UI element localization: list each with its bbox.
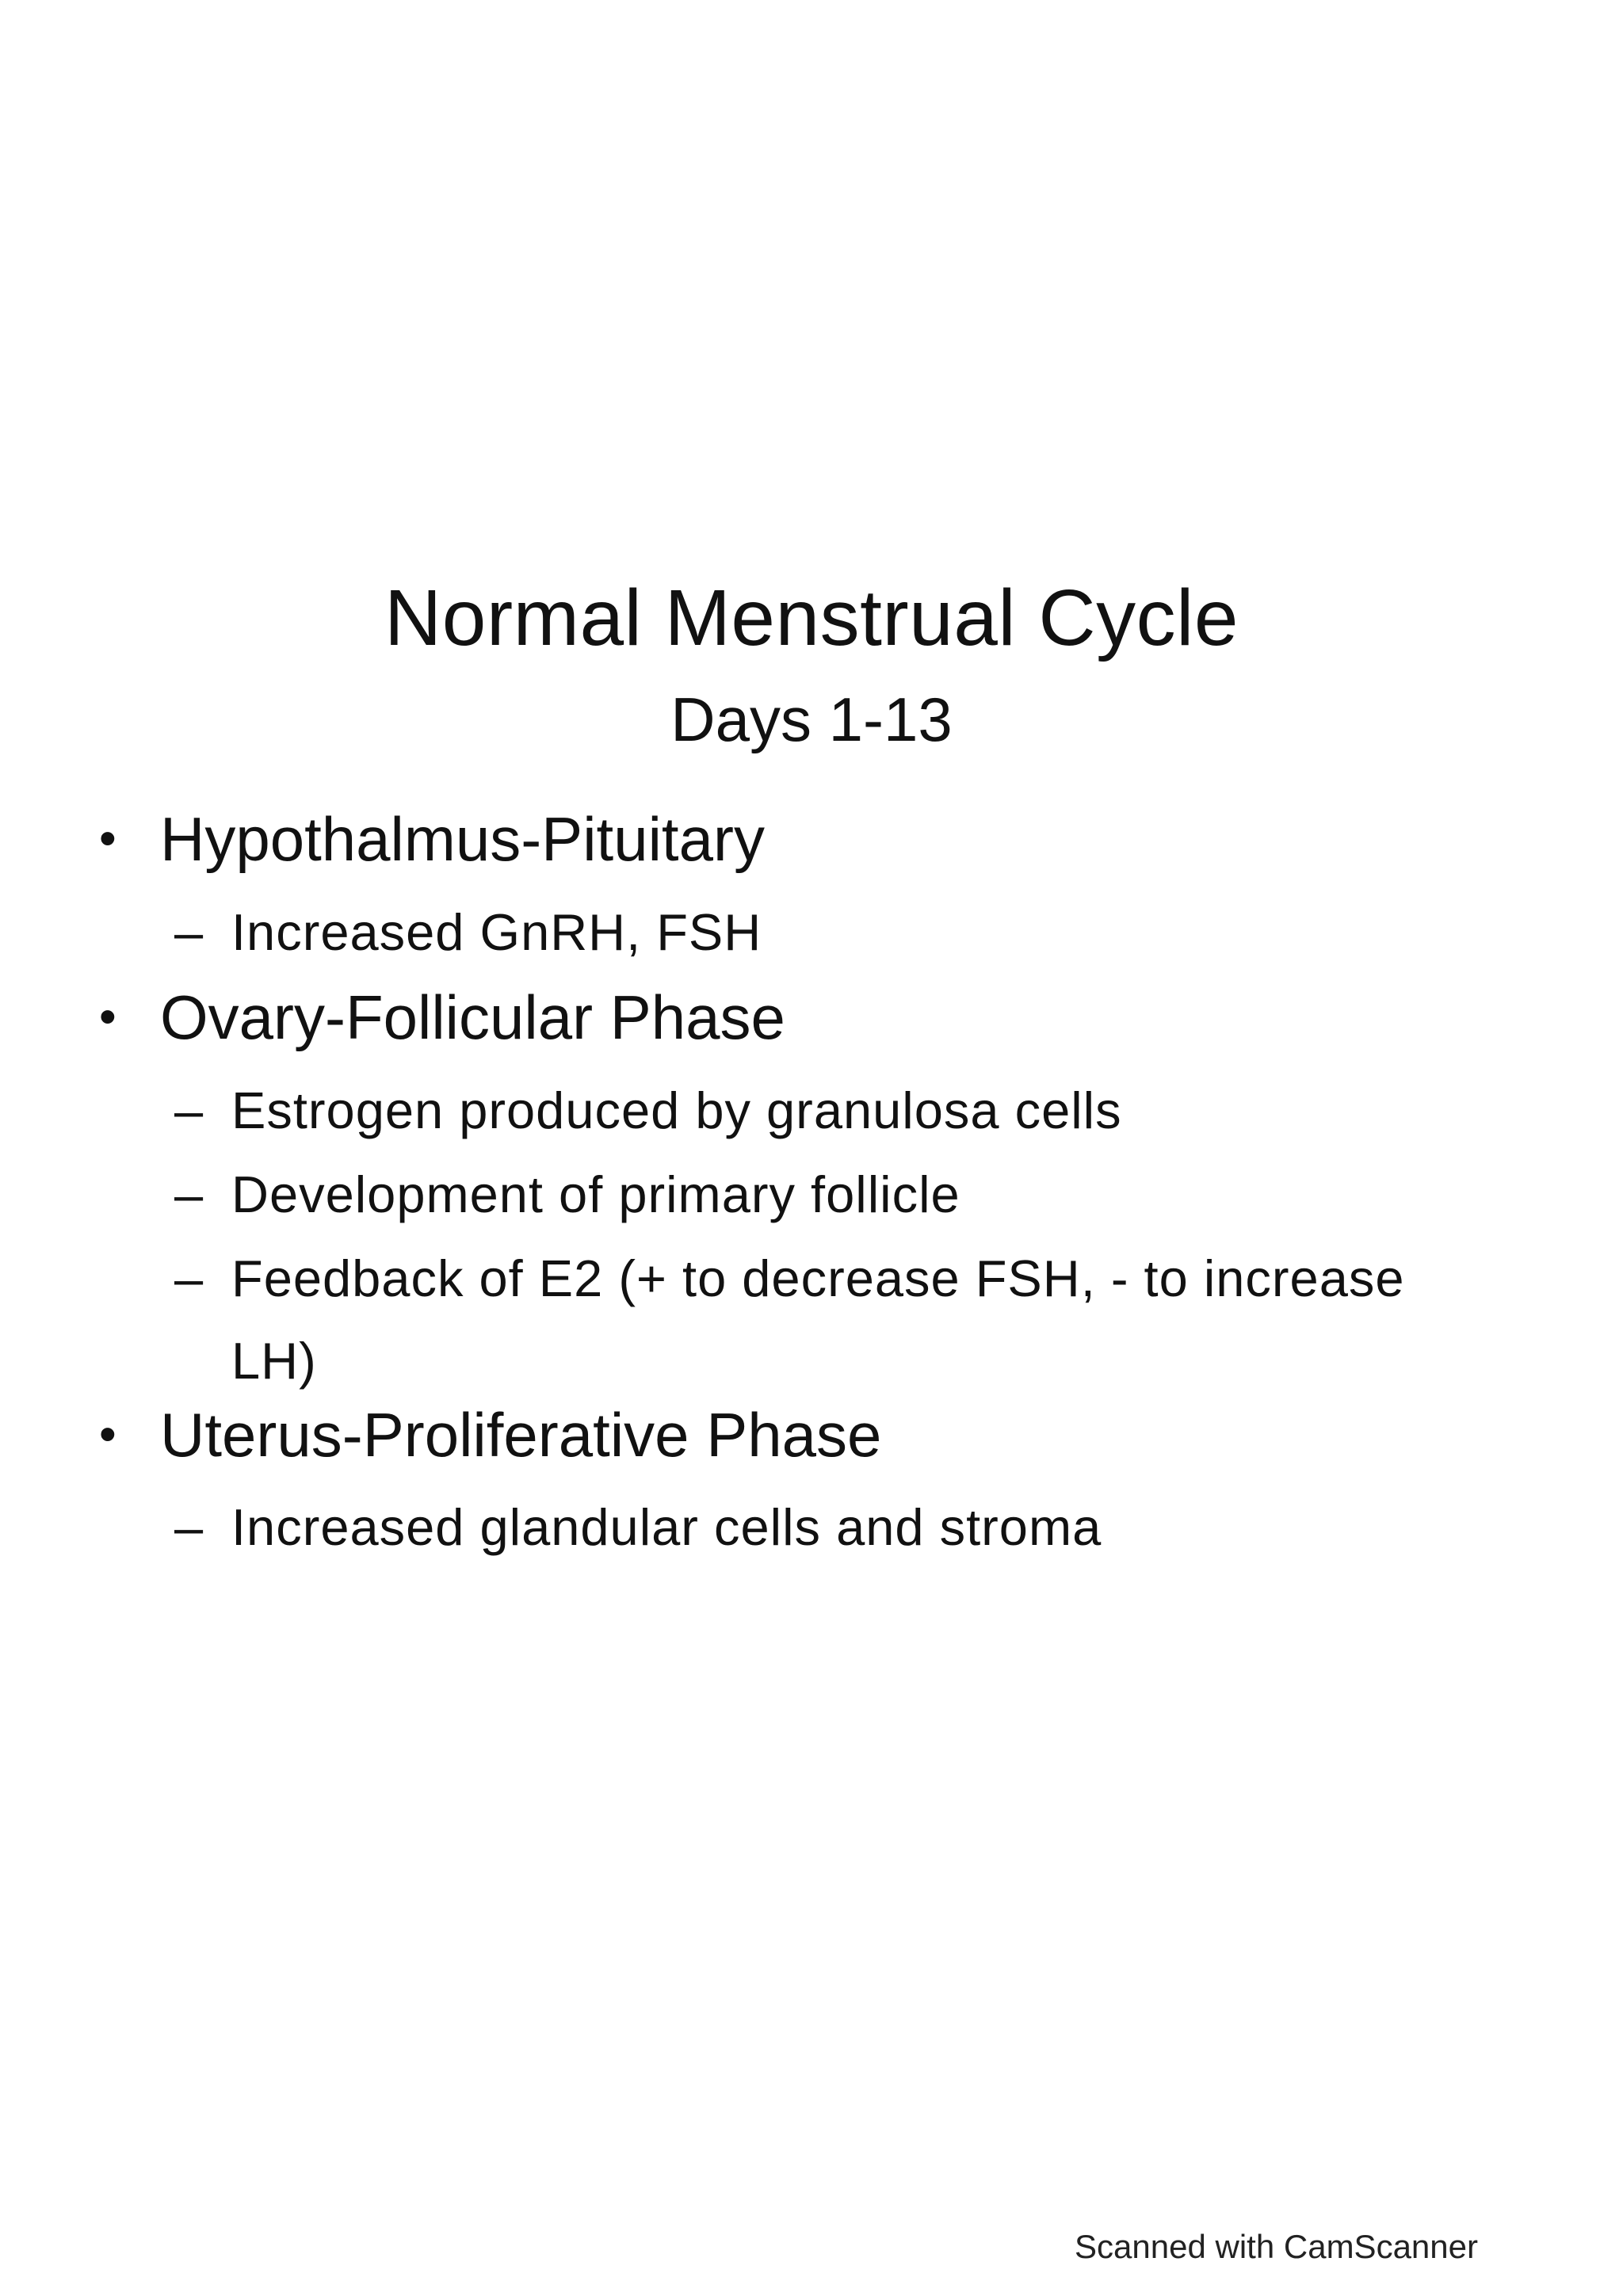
bullet-label: Ovary-Follicular Phase: [160, 982, 785, 1052]
bullet-marker: •: [99, 811, 116, 866]
sub-item-label: Estrogen produced by granulosa cells: [231, 1081, 1122, 1139]
sub-marker: –: [174, 1249, 204, 1307]
sub-marker: –: [174, 1081, 204, 1139]
bullet-label: Uterus-Proliferative Phase: [160, 1400, 882, 1470]
bullet-label: Hypothalmus-Pituitary: [160, 804, 765, 874]
slide-title: Normal Menstrual Cycle: [384, 574, 1239, 662]
sub-marker: –: [174, 1498, 204, 1556]
slide-subtitle: Days 1-13: [670, 685, 953, 754]
sub-item-label: Feedback of E2 (+ to decrease FSH, - to increase LH): [231, 1249, 1405, 1390]
sub-marker: –: [174, 903, 204, 961]
sub-item-label: Increased glandular cells and stroma: [231, 1498, 1102, 1556]
sub-marker: –: [174, 1165, 204, 1223]
bullet-marker: •: [99, 990, 116, 1044]
sub-item-label: Development of primary follicle: [231, 1165, 960, 1223]
sub-item-label: Increased GnRH, FSH: [231, 903, 762, 961]
bullet-marker: •: [99, 1407, 116, 1462]
camscanner-watermark: Scanned with CamScanner: [1075, 2228, 1478, 2265]
